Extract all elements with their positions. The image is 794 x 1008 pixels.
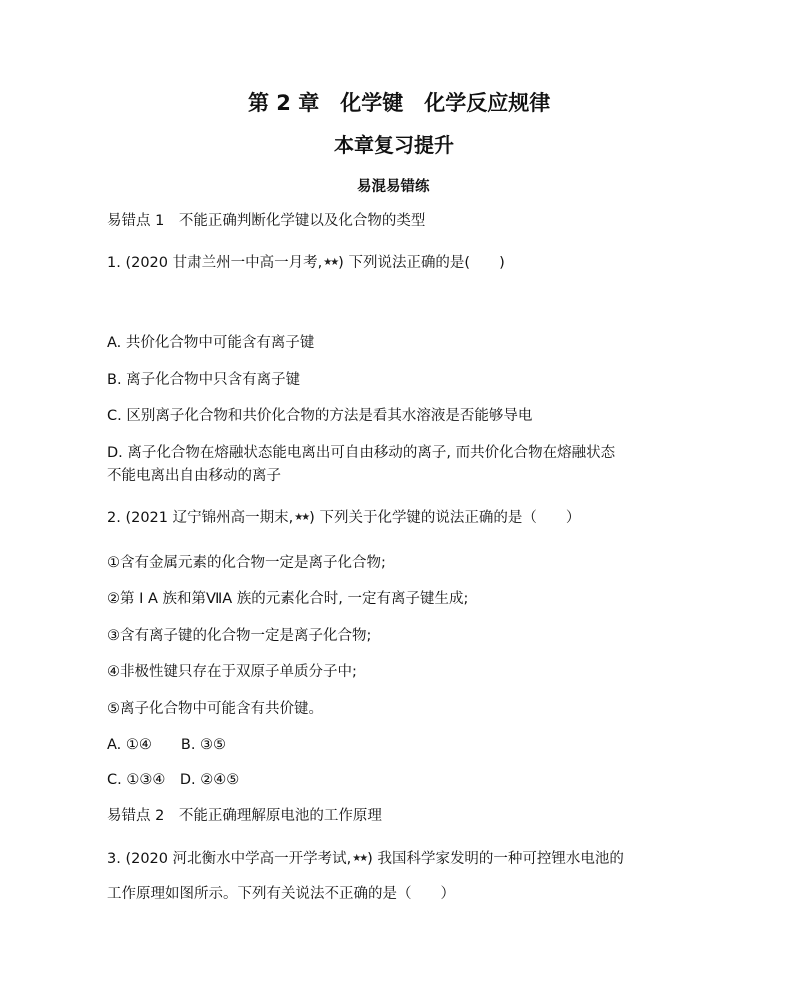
difficulty-stars-icon: ★★ — [294, 512, 309, 523]
question-3-stem — [107, 849, 624, 869]
error-point-2-heading: 易错点 2 不能正确理解原电池的工作原理 — [107, 808, 382, 824]
section-title: 本章复习提升 — [334, 133, 454, 157]
difficulty-stars-icon: ★★ — [323, 257, 338, 268]
question-2-stem-before: 2. (2021 辽宁锦州高一期末, — [107, 510, 294, 526]
question-2-statement-5: ⑤离子化合物中可能含有共价键。 — [107, 701, 323, 717]
question-1-stem-before: 1. (2020 甘肃兰州一中高一月考, — [107, 255, 323, 271]
error-point-1-heading: 易错点 1 不能正确判断化学键以及化合物的类型 — [107, 213, 426, 229]
question-2-stem — [107, 508, 580, 528]
question-3-stem-line-2: 工作原理如图所示。下列有关说法不正确的是（ ） — [107, 886, 455, 902]
question-1-stem-after: ) 下列说法正确的是( ) — [338, 255, 505, 271]
chapter-title: 第 2 章 化学键 化学反应规律 — [248, 91, 551, 115]
question-1-stem — [107, 253, 505, 273]
subsection-title: 易混易错练 — [357, 179, 430, 195]
question-2-options-row-2: C. ①③④ D. ②④⑤ — [107, 772, 240, 788]
question-1-option-b: B. 离子化合物中只含有离子键 — [107, 372, 301, 388]
question-2-stem-after: ) 下列关于化学键的说法正确的是（ ） — [309, 510, 581, 526]
question-2-statement-4: ④非极性键只存在于双原子单质分子中; — [107, 664, 357, 680]
question-1-option-a: A. 共价化合物中可能含有离子键 — [107, 335, 315, 351]
question-2-statement-3: ③含有离子键的化合物一定是离子化合物; — [107, 628, 372, 644]
question-3-stem-after: ) 我国科学家发明的一种可控锂水电池的 — [367, 851, 624, 867]
question-2-statement-2: ②第 Ⅰ A 族和第ⅦA 族的元素化合时, 一定有离子键生成; — [107, 591, 469, 607]
question-1-option-d: D. 离子化合物在熔融状态能电离出可自由移动的离子, 而共价化合物在熔融状态 — [107, 445, 616, 461]
question-1-option-c: C. 区别离子化合物和共价化合物的方法是看其水溶液是否能够导电 — [107, 408, 533, 424]
question-2-options-row-1: A. ①④ B. ③⑤ — [107, 737, 227, 753]
question-1-option-d-continued: 不能电离出自由移动的离子 — [107, 468, 281, 484]
difficulty-stars-icon: ★★ — [352, 853, 367, 864]
question-3-stem-before: 3. (2020 河北衡水中学高一开学考试, — [107, 851, 352, 867]
question-2-statement-1: ①含有金属元素的化合物一定是离子化合物; — [107, 555, 386, 571]
